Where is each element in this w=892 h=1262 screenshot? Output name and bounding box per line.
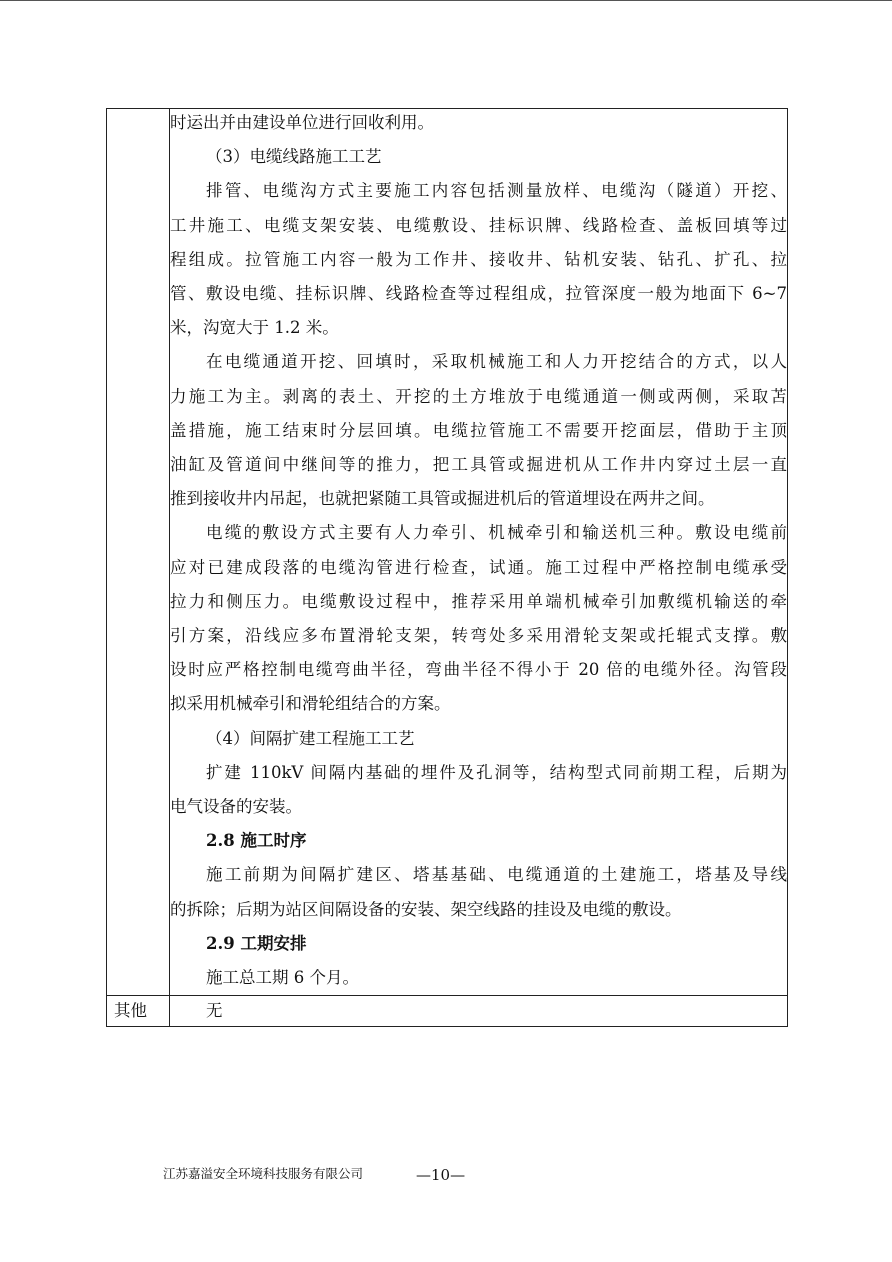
text-line: 电缆的敷设方式主要有人力牵引、机械牵引和输送机三种。敷设电缆前 [206, 523, 787, 543]
subsection-heading-cable-process: （3）电缆线路施工工艺 [206, 147, 382, 167]
other-value: 无 [206, 1001, 223, 1021]
text-line: 油缸及管道间中继间等的推力，把工具管或掘进机从工作井内穿过土层一直 [170, 455, 787, 475]
text-line: 在电缆通道开挖、回填时，采取机械施工和人力开挖结合的方式，以人 [206, 352, 787, 372]
text-line: 程组成。拉管施工内容一般为工作井、接收井、钻机安装、钻孔、扩孔、拉 [170, 249, 787, 269]
text-line: 盖措施，施工结束时分层回填。电缆拉管施工不需要开挖面层，借助于主顶 [170, 420, 787, 440]
text-line: 施工总工期 6 个月。 [206, 968, 359, 988]
footer-page-number: —10— [416, 1166, 466, 1184]
text-line: 电气设备的安装。 [170, 797, 302, 817]
text-line: 力施工为主。剥离的表土、开挖的土方堆放于电缆通道一侧或两侧，采取苫 [170, 386, 787, 406]
page-top-rule [0, 0, 892, 1]
text-line: 排管、电缆沟方式主要施工内容包括测量放样、电缆沟（隧道）开挖、 [206, 181, 787, 201]
text-line: 推到接收井内吊起，也就把紧随工具管或掘进机后的管道埋设在两井之间。 [170, 489, 715, 509]
content-table [106, 108, 788, 1027]
text-line: 的拆除；后期为站区间隔设备的安装、架空线路的挂设及电缆的敷设。 [170, 899, 682, 919]
footer-company-name: 江苏嘉溢安全环境科技服务有限公司 [163, 1166, 364, 1181]
other-value-cell [170, 996, 788, 1027]
text-line: 米，沟宽大于 1.2 米。 [170, 318, 339, 338]
text-line: 时运出并由建设单位进行回收利用。 [170, 113, 434, 132]
text-line: 设时应严格控制电缆弯曲半径，弯曲半径不得小于 20 倍的电缆外径。沟管段 [170, 660, 787, 680]
table-row-content [107, 109, 788, 996]
text-line: 工井施工、电缆支架安装、电缆敷设、挂标识牌、线路检查、盖板回填等过 [170, 215, 787, 235]
section-heading-2-8: 2.8 施工时序 [206, 831, 307, 851]
subsection-heading-bay-expansion: （4）间隔扩建工程施工工艺 [206, 728, 415, 748]
text-line: 扩建 110kV 间隔内基础的埋件及孔洞等，结构型式同前期工程，后期为 [206, 762, 787, 782]
text-line: 拉力和侧压力。电缆敷设过程中，推荐采用单端机械牵引加敷缆机输送的牵 [170, 591, 787, 611]
section-body-cell [170, 109, 788, 996]
other-label: 其他 [114, 1001, 147, 1021]
table-row-other [107, 996, 788, 1027]
text-line: 施工前期为间隔扩建区、塔基基础、电缆通道的土建施工，塔基及导线 [206, 865, 787, 885]
text-line: 管、敷设电缆、挂标识牌、线路检查等过程组成，拉管深度一般为地面下 6~7 [170, 284, 787, 304]
text-line: 引方案，沿线应多布置滑轮支架，转弯处多采用滑轮支架或托辊式支撑。敷 [170, 626, 787, 646]
text-line: 拟采用机械牵引和滑轮组结合的方案。 [170, 694, 451, 714]
row-label-cell-empty [107, 109, 170, 996]
text-line: 应对已建成段落的电缆沟管进行检查，试通。施工过程中严格控制电缆承受 [170, 557, 787, 577]
section-heading-2-9: 2.9 工期安排 [206, 933, 307, 953]
other-label-cell [107, 996, 170, 1027]
